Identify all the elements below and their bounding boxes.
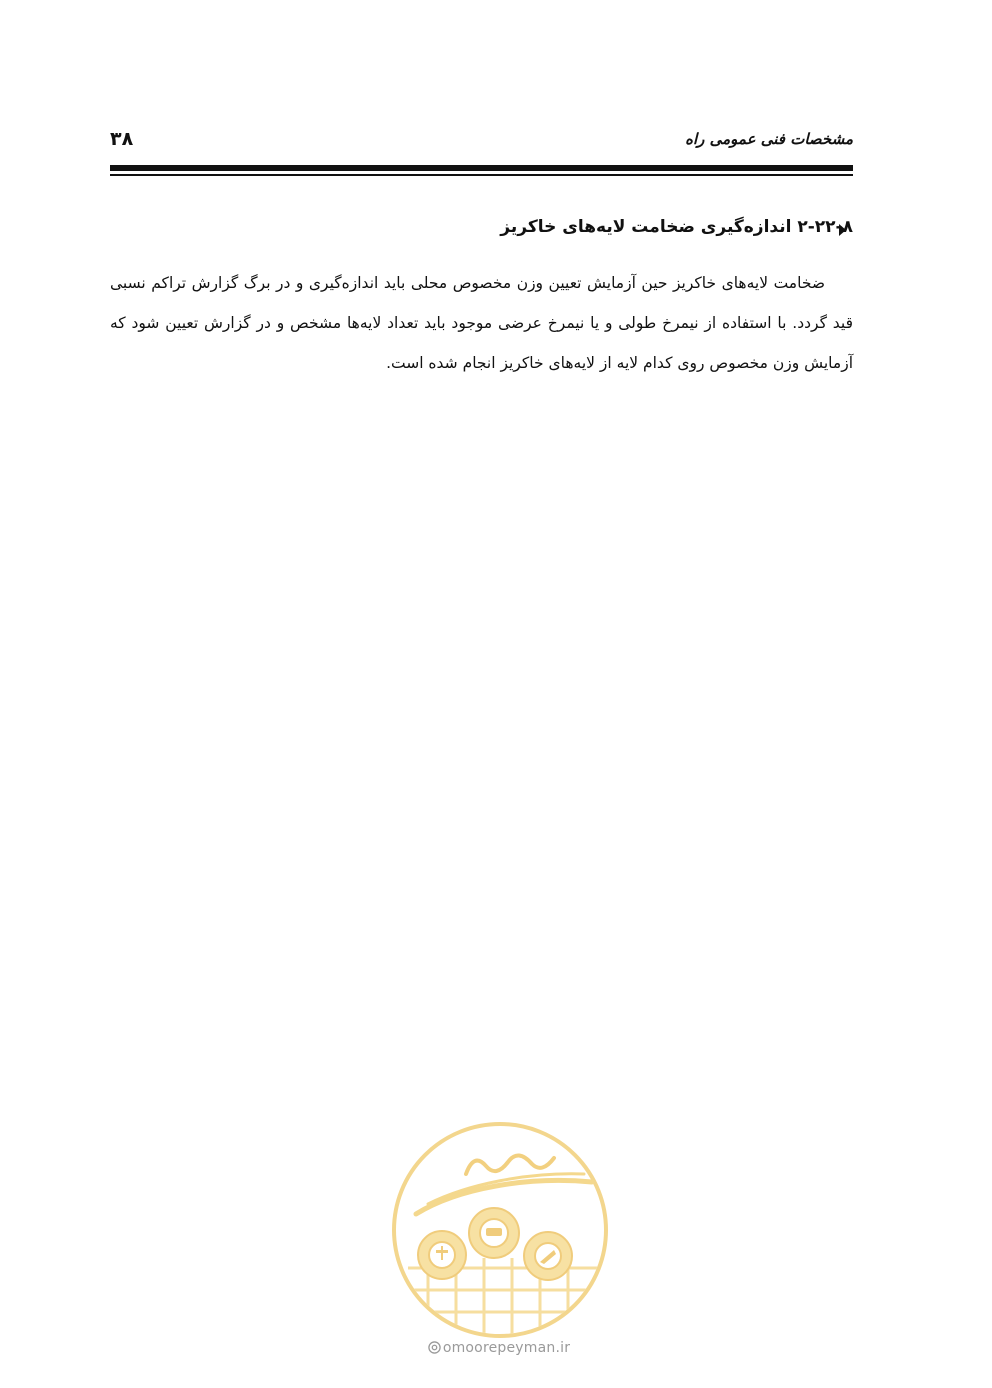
section-heading: ۲-۲۲-۸ اندازه‌گیری ضخامت لایه‌های خاکریز <box>500 217 853 237</box>
header-rule-thin <box>110 174 853 176</box>
page-number: ۳۸ <box>110 128 134 150</box>
watermark-url-text: omoorepeyman.ir <box>442 1340 571 1356</box>
watermark-logo <box>388 1118 612 1342</box>
body-paragraph: ضخامت لایه‌های خاکریز حین آزمایش تعیین وزن مخصوص محلی باید اندازه‌گیری و در برگ گزارش تراکم نسبی قید گردد. با استفاده از نیمرخ طولی و یا نیمرخ عرضی موجود باید تعداد لایه‌ها مشخص و در گزارش تعیین شود که آزمایش وزن مخصوص روی کدام لایه از لایه‌های خاکریز انجام شده است. <box>110 274 853 372</box>
at-sign-icon <box>428 1341 441 1354</box>
watermark-url <box>394 1340 604 1356</box>
running-title: مشخصات فنی عمومی راه <box>685 130 853 148</box>
page-header <box>110 128 853 158</box>
header-rule-thick <box>110 165 853 171</box>
